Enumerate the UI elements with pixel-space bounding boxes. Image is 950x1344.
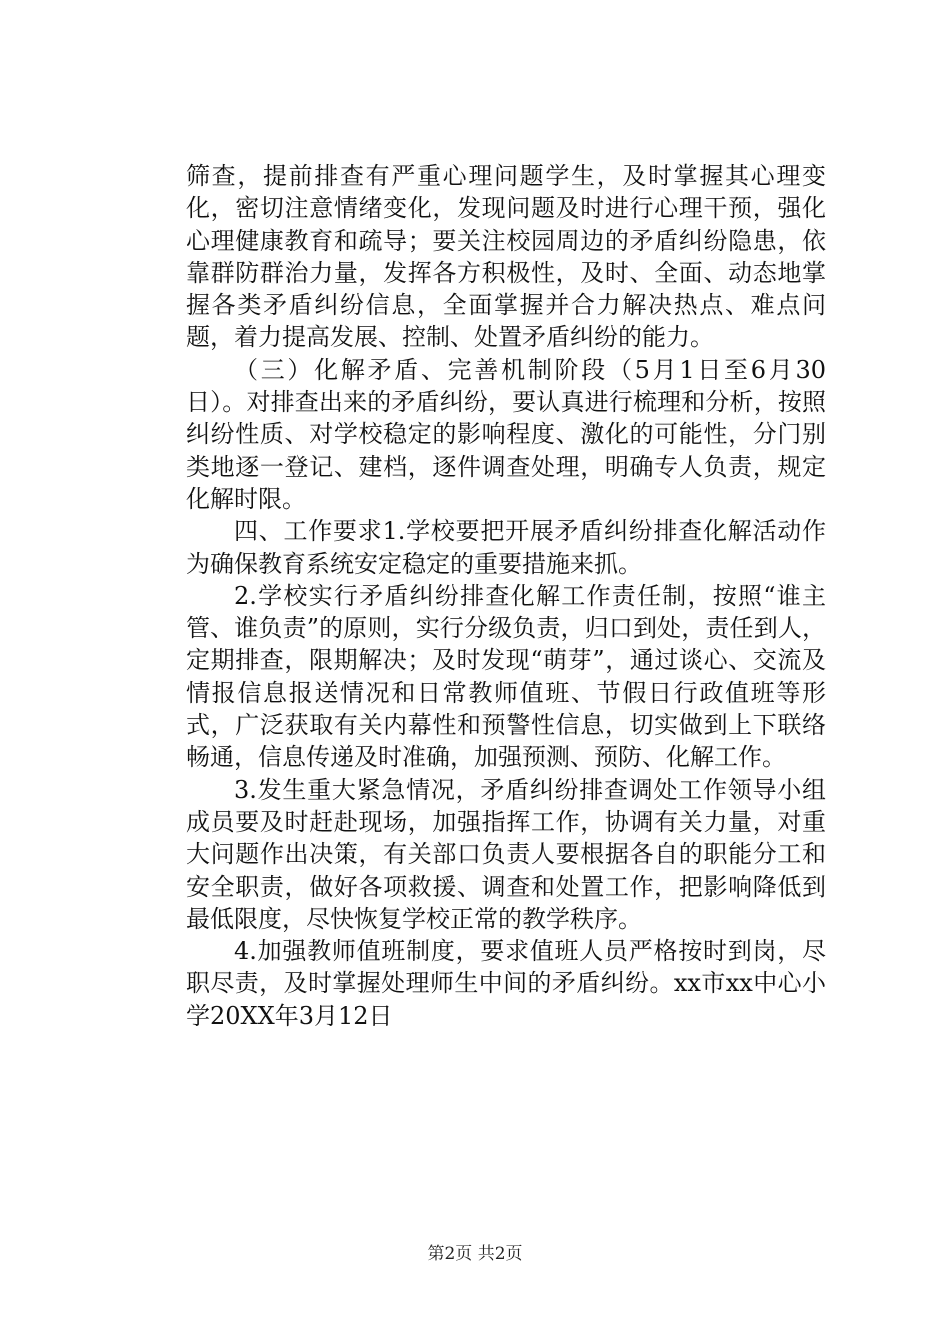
paragraph-work-requirements-2: 2.学校实行矛盾纠纷排查化解工作责任制，按照“谁主管、谁负责”的原则，实行分级负责，归口到处，责任到人，定期排查，限期解决；及时发现“萌芽”，通过谈心、交流及情报信息报送情况和日常教师值班、节假日行政值班等形式，广泛获取有关内幕性和预警性信息，切实做到上下联络畅通，信息传递及时准确，加强预测、预防、化解工作。 — [186, 581, 826, 772]
paragraph-screening-continued: 筛查，提前排查有严重心理问题学生，及时掌握其心理变化，密切注意情绪变化，发现问题及时进行心理干预，强化心理健康教育和疏导；要关注校园周边的矛盾纠纷隐患，依靠群防群治力量，发挥各方积极性，及时、全面、动态地掌握各类矛盾纠纷信息，全面掌握并合力解决热点、难点问题，着力提高发展、控制、处置矛盾纠纷的能力。 — [186, 162, 826, 352]
paragraph-stage-three: （三）化解矛盾、完善机制阶段（5月1日至6月30日）。对排查出来的矛盾纠纷，要认真进行梳理和分析，按照纠纷性质、对学校稳定的影响程度、激化的可能性，分门别类地逐一登记、建档，逐件调查处理，明确专人负责，规定化解时限。 — [186, 355, 826, 513]
paragraph-work-requirements-3: 3.发生重大紧急情况，矛盾纠纷排查调处工作领导小组成员要及时赶赴现场，加强指挥工作，协调有关力量，对重大问题作出决策，有关部口负责人要根据各自的职能分工和安全职责，做好各项救援、调查和处置工作，把影响降低到最低限度，尽快恢复学校正常的教学秩序。 — [186, 775, 826, 933]
page-number-label: 第2页 共2页 — [427, 1244, 523, 1264]
page-footer — [0, 1244, 950, 1264]
paragraph-work-requirements-4: 4.加强教师值班制度，要求值班人员严格按时到岗，尽职尽责，及时掌握处理师生中间的矛盾纠纷。xx市xx中心小学20XX年3月12日 — [186, 937, 826, 1030]
paragraph-work-requirements-1: 四、工作要求1.学校要把开展矛盾纠纷排查化解活动作为确保教育系统安定稳定的重要措施来抓。 — [186, 517, 826, 578]
document-body — [186, 160, 826, 1032]
